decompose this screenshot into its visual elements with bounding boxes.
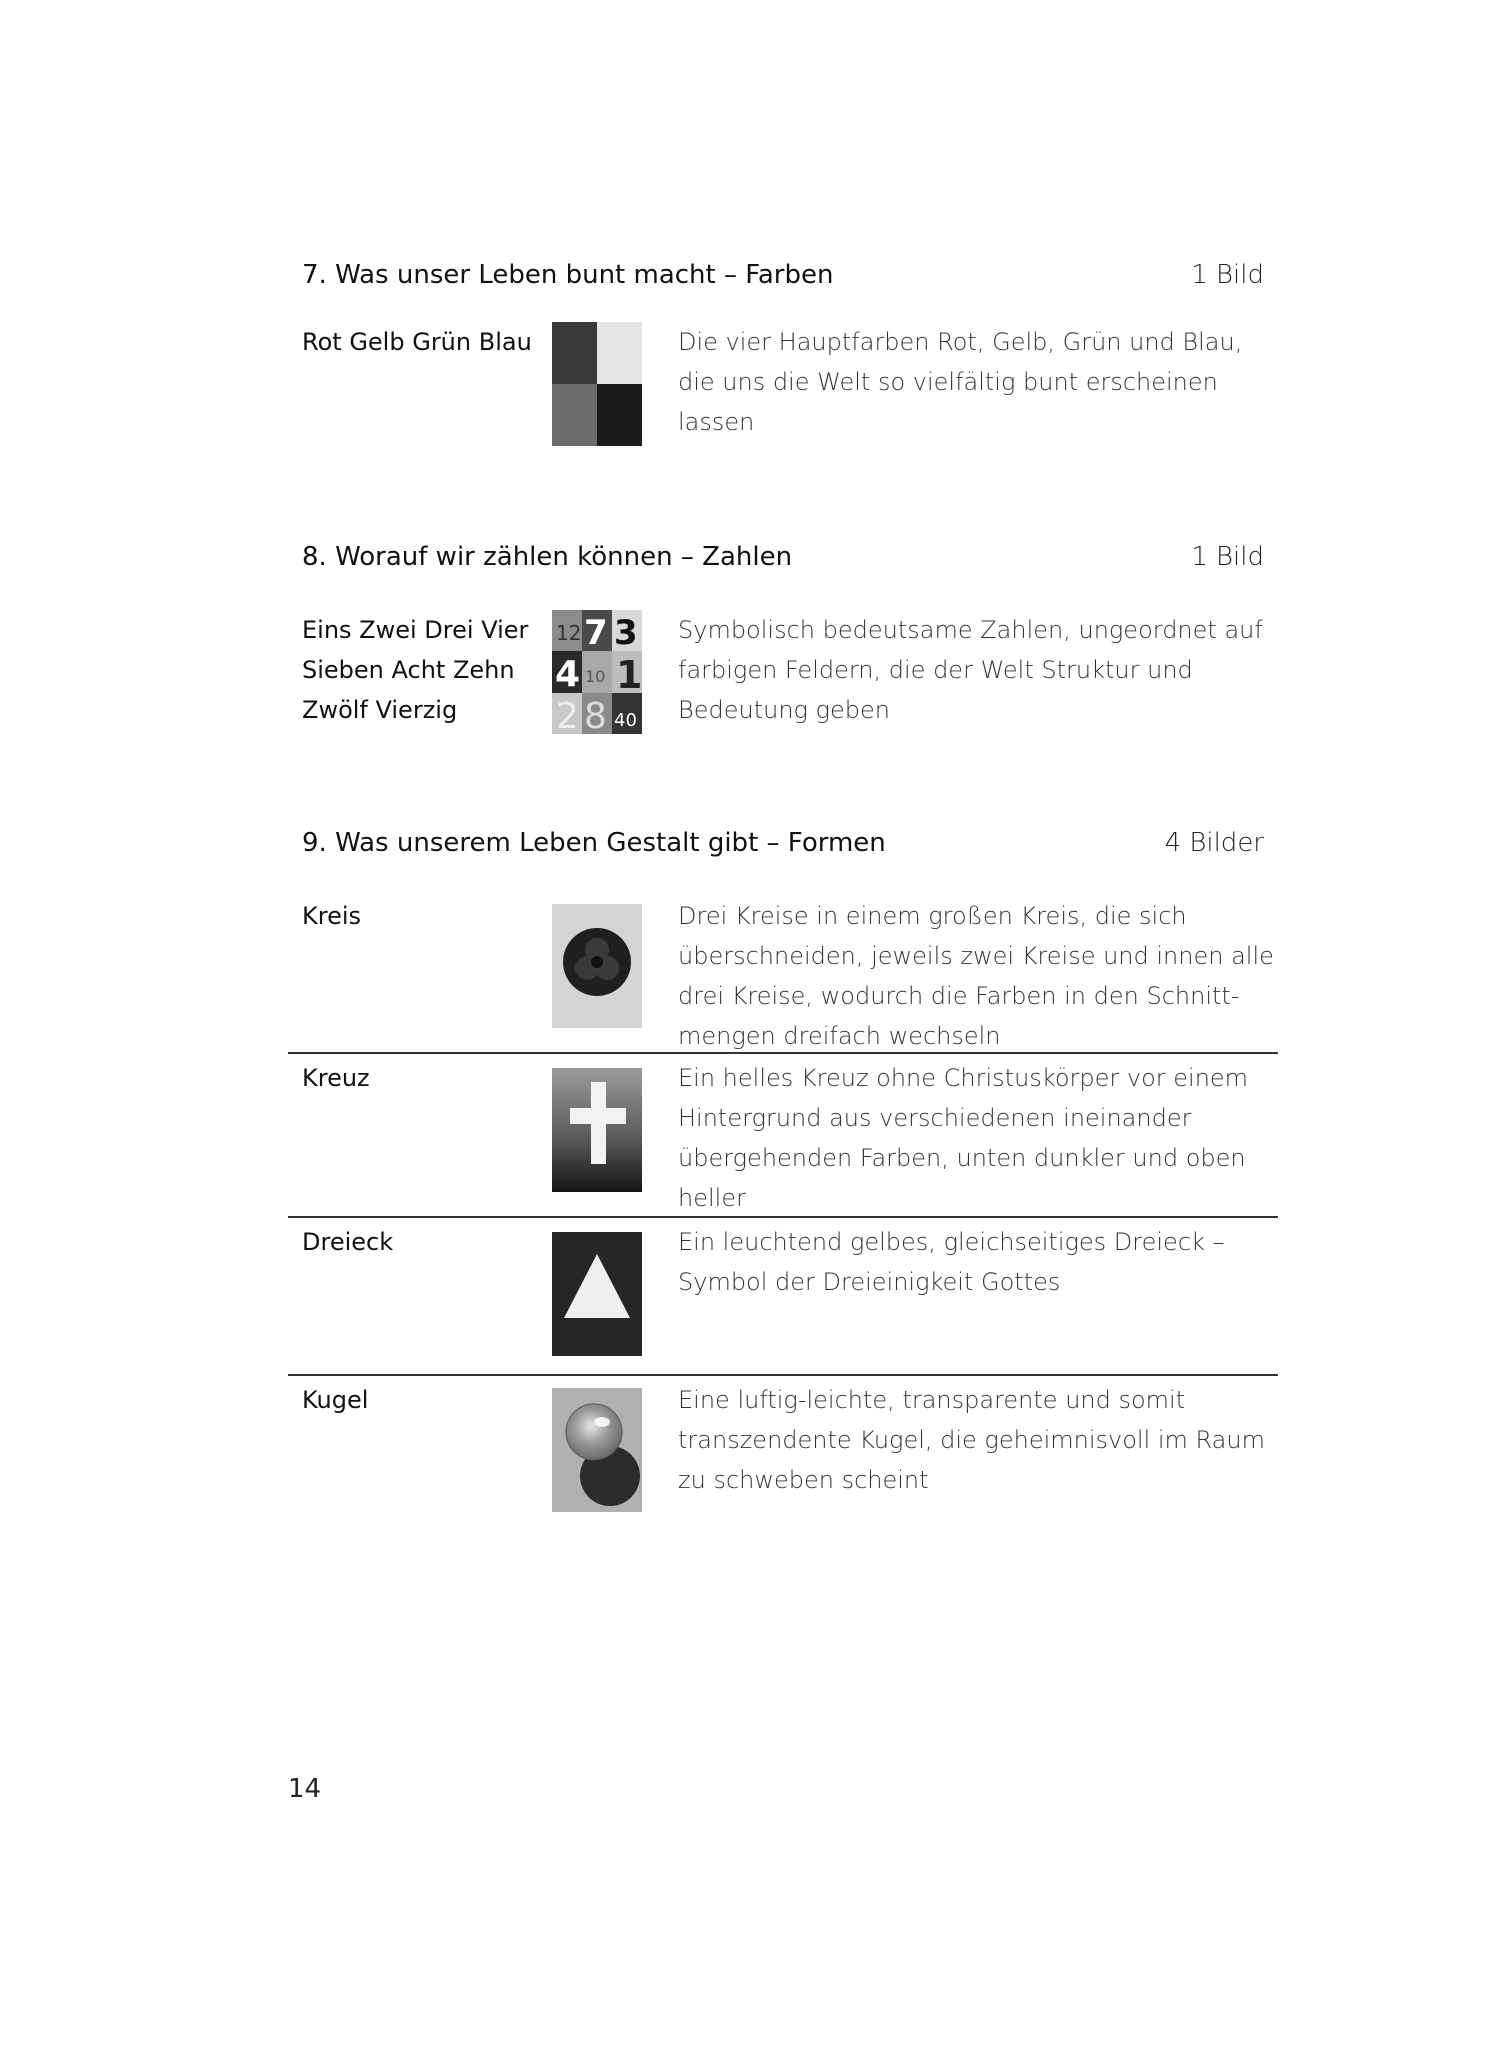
entry-row <box>288 1216 1278 1374</box>
number-glyph: 12 <box>556 621 582 645</box>
entry-label: Kugel <box>302 1386 369 1414</box>
section-image-count: 1 Bild <box>1191 542 1264 572</box>
number-glyph: 4 <box>555 654 581 695</box>
entry-label: Kreis <box>302 902 362 930</box>
section-header <box>302 828 1264 868</box>
entry-row <box>288 1374 1278 1526</box>
color-squares-image <box>552 322 642 446</box>
triangle-image <box>552 1232 642 1356</box>
entry-description: Ein helles Kreuz ohne Christuskörper vor einem Hintergrund aus verschiedenen ineinander übergehenden Farben, unten dunkler und oben heller <box>678 1064 1249 1212</box>
number-glyph: 40 <box>614 710 637 731</box>
entry-label: Eins Zwei Drei Vier Sieben Acht Zehn Zwölf Vierzig <box>302 616 529 724</box>
entry-row <box>288 610 1278 750</box>
section-title: 7. Was unser Leben bunt macht – Farben <box>302 260 834 290</box>
entry-row <box>288 896 1278 1050</box>
number-glyph: 7 <box>584 613 608 653</box>
entry-description: Die vier Hauptfarben Rot, Gelb, Grün und Blau, die uns die Welt so vielfältig bunt erscheinen lassen <box>678 328 1243 436</box>
entry-description: Symbolisch bedeutsame Zahlen, ungeordnet auf farbigen Feldern, die der Welt Struktur und Bedeutung geben <box>678 616 1263 724</box>
section-title: 8. Worauf wir zählen können – Zahlen <box>302 542 793 572</box>
entry-label: Rot Gelb Grün Blau <box>302 328 532 356</box>
number-glyph: 10 <box>585 667 606 686</box>
numbers-image <box>552 610 642 734</box>
page-number: 14 <box>288 1774 322 1804</box>
entry-row <box>288 1052 1278 1216</box>
section-image-count: 1 Bild <box>1191 260 1264 290</box>
entry-label: Dreieck <box>302 1228 394 1256</box>
sphere-image <box>552 1388 642 1512</box>
circles-image <box>552 904 642 1028</box>
section-title: 9. Was unserem Leben Gestalt gibt – Formen <box>302 828 886 858</box>
section-header <box>302 542 1264 582</box>
entry-label: Kreuz <box>302 1064 370 1092</box>
section-header <box>302 260 1264 300</box>
number-glyph: 2 <box>556 696 579 734</box>
number-glyph: 3 <box>614 613 638 653</box>
number-glyph: 8 <box>584 696 607 734</box>
entry-description: Eine luftig-leichte, transparente und somit transzendente Kugel, die geheimnisvoll im Raum zu schweben scheint <box>678 1386 1265 1494</box>
number-glyph: 1 <box>616 653 642 697</box>
section-image-count: 4 Bilder <box>1164 828 1264 858</box>
entry-row <box>288 322 1278 462</box>
cross-image <box>552 1068 642 1192</box>
entry-description: Drei Kreise in einem großen Kreis, die sich überschneiden, jeweils zwei Kreise und innen alle drei Kreise, wodurch die Farben in den Schnitt-mengen dreifach wechseln <box>678 902 1274 1050</box>
entry-description: Ein leuchtend gelbes, gleichseitiges Dreieck – Symbol der Dreieinigkeit Gottes <box>678 1228 1225 1296</box>
